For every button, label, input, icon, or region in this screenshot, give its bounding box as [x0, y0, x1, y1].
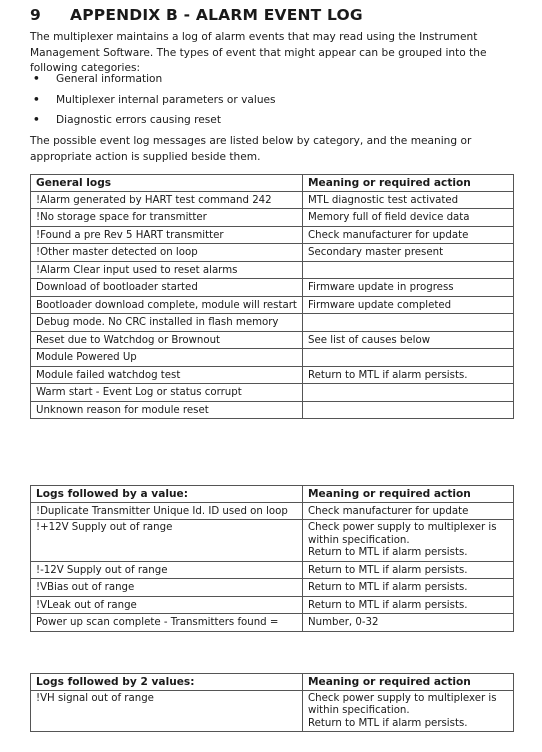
table-row — [31, 614, 514, 632]
column-header-log: Logs followed by a value: — [31, 486, 303, 503]
log-message-cell: !Alarm generated by HART test command 242 — [31, 191, 303, 209]
table-row — [31, 690, 514, 732]
meaning-cell: See list of causes below — [303, 331, 514, 349]
log-message-cell: Power up scan complete - Transmitters found = — [31, 614, 303, 632]
list-item — [30, 72, 510, 93]
log-message-cell: Reset due to Watchdog or Brownout — [31, 331, 303, 349]
category-list — [30, 72, 510, 134]
two-value-logs-table — [30, 673, 514, 732]
table-row — [31, 191, 514, 209]
table-header-row — [31, 486, 514, 503]
log-message-cell: !VBias out of range — [31, 579, 303, 597]
meaning-cell: Firmware update in progress — [303, 279, 514, 297]
table-row — [31, 331, 514, 349]
meaning-cell — [303, 314, 514, 332]
table-header-row — [31, 175, 514, 192]
outro-paragraph: The possible event log messages are listed below by category, and the meaning or appropriate action is supplied beside them. — [30, 135, 472, 163]
table-row — [31, 384, 514, 402]
list-item-label: Multiplexer internal parameters or values — [56, 93, 276, 106]
meaning-cell: Check manufacturer for update — [303, 226, 514, 244]
log-message-cell: Module failed watchdog test — [31, 366, 303, 384]
log-message-cell: !Other master detected on loop — [31, 244, 303, 262]
table-row — [31, 579, 514, 597]
bullet-icon: • — [33, 73, 40, 85]
log-message-cell: !-12V Supply out of range — [31, 561, 303, 579]
table-row — [31, 502, 514, 520]
log-message-cell: !Alarm Clear input used to reset alarms — [31, 261, 303, 279]
table-row — [31, 209, 514, 227]
table-row — [31, 244, 514, 262]
log-message-cell: Warm start - Event Log or status corrupt — [31, 384, 303, 402]
list-item — [30, 113, 510, 134]
log-message-cell: !VH signal out of range — [31, 690, 303, 732]
bullet-icon: • — [33, 114, 40, 126]
meaning-cell: Check power supply to multiplexer is within specification. Return to MTL if alarm persists. — [303, 520, 514, 562]
meaning-cell: MTL diagnostic test activated — [303, 191, 514, 209]
meaning-cell — [303, 349, 514, 367]
log-message-cell: !VLeak out of range — [31, 596, 303, 614]
meaning-cell: Check manufacturer for update — [303, 502, 514, 520]
bullet-icon: • — [33, 93, 40, 106]
table-row — [31, 520, 514, 562]
meaning-cell: Number, 0-32 — [303, 614, 514, 632]
meaning-cell: Return to MTL if alarm persists. — [303, 366, 514, 384]
log-message-cell: !+12V Supply out of range — [31, 520, 303, 562]
log-message-cell: Unknown reason for module reset — [31, 401, 303, 419]
value-logs-table — [30, 485, 514, 632]
table-row — [31, 296, 514, 314]
table-row — [31, 226, 514, 244]
meaning-cell: Check power supply to multiplexer is within specification. Return to MTL if alarm persists. — [303, 690, 514, 732]
log-message-cell: Bootloader download complete, module will restart — [31, 296, 303, 314]
column-header-meaning: Meaning or required action — [303, 674, 514, 691]
meaning-cell: Firmware update completed — [303, 296, 514, 314]
meaning-cell: Return to MTL if alarm persists. — [303, 579, 514, 597]
meaning-cell: Return to MTL if alarm persists. — [303, 561, 514, 579]
table-row — [31, 561, 514, 579]
meaning-cell: Secondary master present — [303, 244, 514, 262]
column-header-meaning: Meaning or required action — [303, 175, 514, 192]
section-title: APPENDIX B - ALARM EVENT LOG — [70, 6, 363, 24]
column-header-log: Logs followed by 2 values: — [31, 674, 303, 691]
table-row — [31, 596, 514, 614]
table-row — [31, 261, 514, 279]
table-row — [31, 349, 514, 367]
meaning-cell: Memory full of field device data — [303, 209, 514, 227]
log-message-cell: !Found a pre Rev 5 HART transmitter — [31, 226, 303, 244]
table-header-row — [31, 674, 514, 691]
table-row — [31, 401, 514, 419]
log-message-cell: !No storage space for transmitter — [31, 209, 303, 227]
table-row — [31, 314, 514, 332]
meaning-cell: Return to MTL if alarm persists. — [303, 596, 514, 614]
log-message-cell: Module Powered Up — [31, 349, 303, 367]
column-header-meaning: Meaning or required action — [303, 486, 514, 503]
list-item — [30, 93, 510, 114]
general-logs-table — [30, 174, 514, 419]
list-item-label: Diagnostic errors causing reset — [56, 114, 221, 126]
section-heading — [30, 6, 363, 24]
log-message-cell: Debug mode. No CRC installed in flash memory — [31, 314, 303, 332]
log-message-cell: !Duplicate Transmitter Unique Id. ID used on loop — [31, 502, 303, 520]
table-row — [31, 279, 514, 297]
meaning-cell — [303, 261, 514, 279]
column-header-log: General logs — [31, 175, 303, 192]
meaning-cell — [303, 384, 514, 402]
list-item-label: General information — [56, 73, 163, 85]
meaning-cell — [303, 401, 514, 419]
log-message-cell: Download of bootloader started — [31, 279, 303, 297]
table-row — [31, 366, 514, 384]
section-number: 9 — [30, 6, 41, 24]
intro-paragraph: The multiplexer maintains a log of alarm events that may read using the Instrument Management Software. The types of event that might appear can be grouped into the following categories: — [30, 31, 487, 74]
